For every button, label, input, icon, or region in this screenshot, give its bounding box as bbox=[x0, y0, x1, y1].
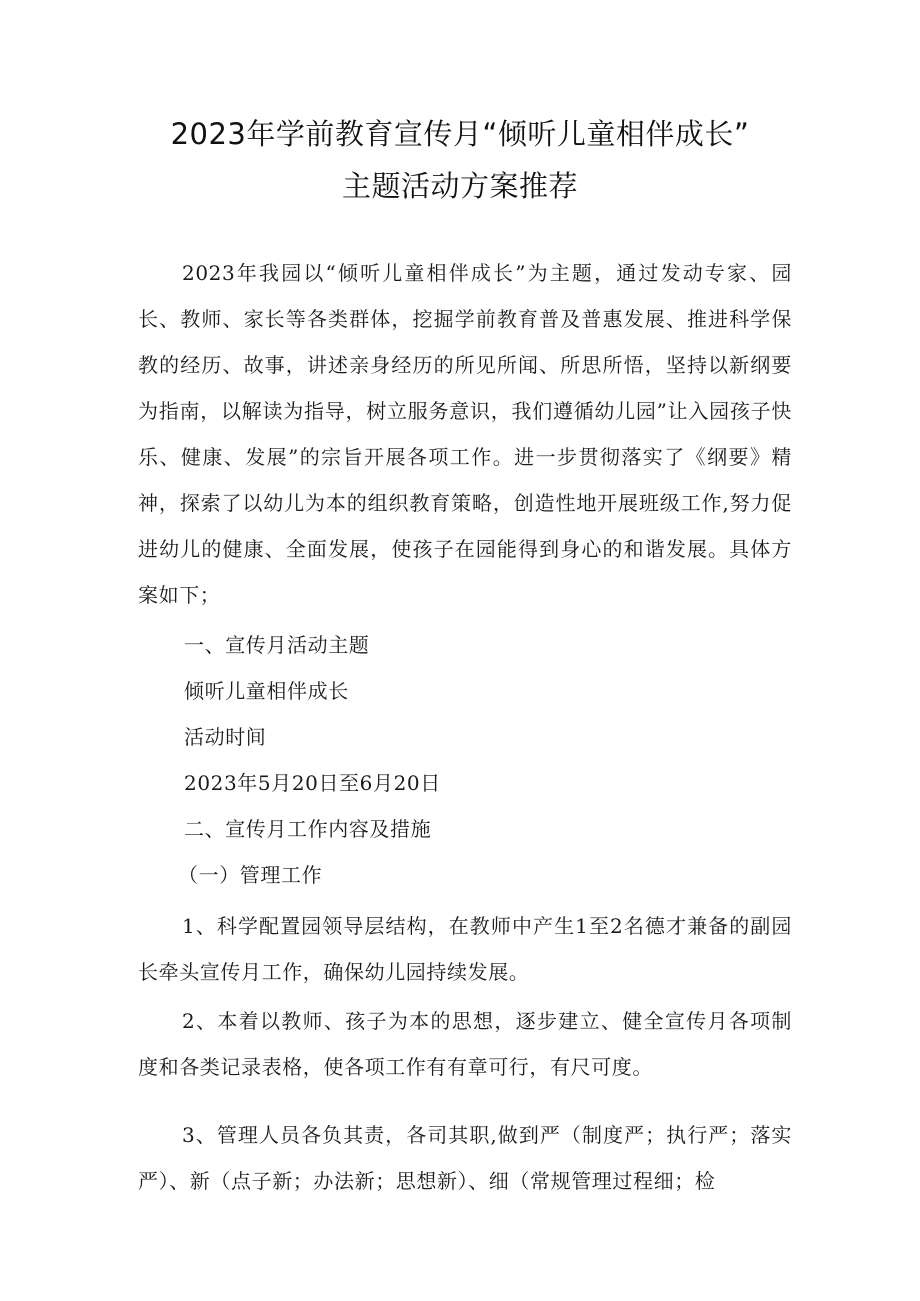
item3-block bbox=[138, 1112, 792, 1204]
document-body bbox=[138, 250, 792, 618]
item1-paragraph: 1、科学配置园领导层结构，在教师中产生1至2名德才兼备的副园长牵头宣传月工作，确保幼儿园持续发展。 bbox=[138, 914, 792, 984]
document-title-line2: 主题活动方案推荐 bbox=[341, 169, 578, 203]
section1-heading: 一、宣传月活动主题 bbox=[184, 633, 370, 657]
item1-block bbox=[138, 903, 792, 995]
time-heading: 活动时间 bbox=[184, 725, 267, 749]
item2-paragraph: 2、本着以教师、孩子为本的思想，逐步建立、健全宣传月各项制度和各类记录表格，使各项工作有有章可行，有尺可度。 bbox=[138, 1009, 792, 1079]
subsection1-heading: （一）管理工作 bbox=[178, 863, 323, 887]
item2-block bbox=[138, 998, 792, 1090]
time-value: 2023年5月20日至6月20日 bbox=[184, 771, 441, 795]
item3-paragraph: 3、管理人员各负其责，各司其职,做到严（制度严；执行严；落实严）、新（点子新；办法新；思想新）、细（常规管理过程细；检 bbox=[138, 1123, 792, 1193]
document-title-line1: 2023年学前教育宣传月“倾听儿童相伴成长” bbox=[170, 117, 750, 151]
intro-paragraph: 2023年我园以“倾听儿童相伴成长”为主题，通过发动专家、园长、教师、家长等各类群体，挖掘学前教育普及普惠发展、推进科学保教的经历、故事，讲述亲身经历的所见所闻、所思所悟，坚持以新纲要为指南，以解读为指导，树立服务意识，我们遵循幼儿园”让入园孩子快乐、健康、发展”的宗旨开展各项工作。进一步贯彻落实了《纲要》精神，探索了以幼儿为本的组织教育策略，创造性地开展班级工作,努力促进幼儿的健康、全面发展，使孩子在园能得到身心的和谐发展。具体方案如下； bbox=[138, 261, 792, 607]
theme-text: 倾听儿童相伴成长 bbox=[184, 679, 349, 703]
section2-heading: 二、宣传月工作内容及措施 bbox=[184, 817, 432, 841]
theme-section bbox=[138, 622, 792, 898]
